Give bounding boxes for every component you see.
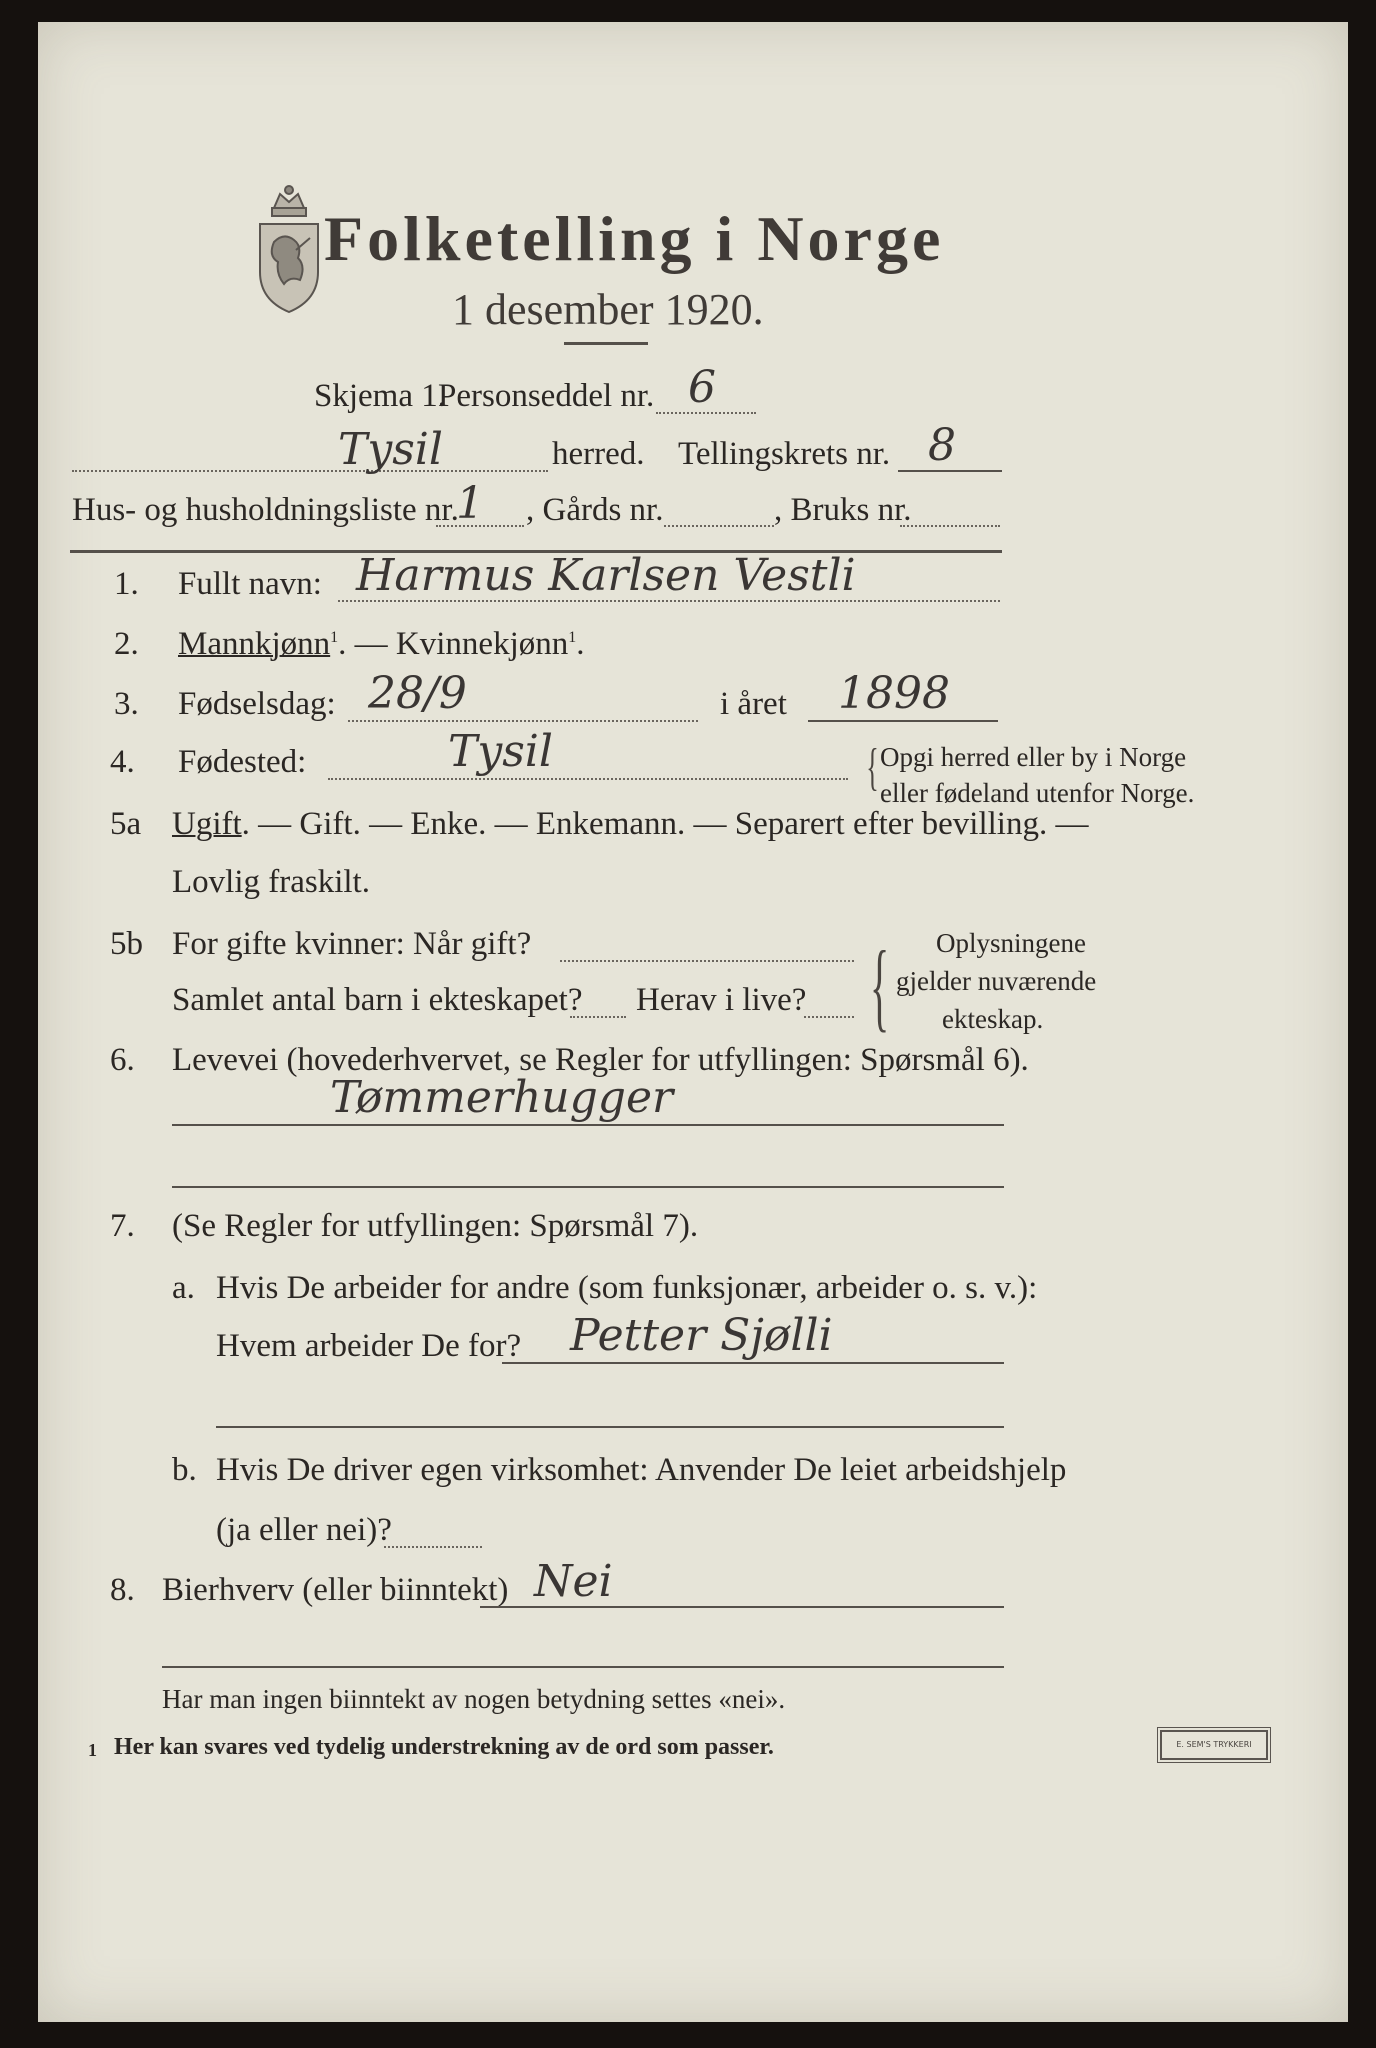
q4-note-line2: eller fødeland utenfor Norge. — [880, 778, 1195, 808]
q3-label: Fødselsdag: — [178, 686, 336, 722]
q4-brace: { — [866, 739, 879, 796]
q7a-line2: Hvem arbeider De for? — [216, 1328, 522, 1364]
q5b-alive-line — [804, 1016, 854, 1018]
q7b-line2: (ja eller nei)? — [216, 1512, 392, 1548]
form-title: Folketelling i Norge — [324, 203, 945, 274]
q5b-brace: { — [870, 930, 890, 1041]
q6-number: 6. — [110, 1042, 135, 1078]
q5b-number: 5b — [110, 926, 143, 962]
q8-value: Nei — [534, 1556, 613, 1607]
q2-number: 2. — [114, 626, 139, 662]
form-date: 1 desember 1920. — [452, 285, 764, 334]
q4-label: Fødested: — [178, 744, 307, 780]
q7b-letter: b. — [172, 1452, 197, 1488]
q3-number: 3. — [114, 686, 139, 722]
q8-number: 8. — [110, 1572, 135, 1608]
q4-value: Tysil — [448, 726, 553, 777]
q8-extra-line — [162, 1666, 1004, 1668]
q4-number: 4. — [110, 744, 135, 780]
q7a-line1: Hvis De arbeider for andre (som funksjonær, arbeider o. s. v.): — [216, 1270, 1038, 1306]
q3-day-value: 28/9 — [368, 668, 467, 719]
printer-stamp-text: E. SEM'S TRYKKERI — [1176, 1740, 1252, 1749]
herred-label: herred. — [552, 436, 645, 472]
q2-female-sup: 1 — [568, 629, 577, 646]
q4-line — [328, 778, 848, 780]
q7a-answer-line — [502, 1362, 1004, 1364]
q5a-line2: Lovlig fraskilt. — [172, 864, 370, 900]
bruks-line — [900, 525, 1000, 527]
q5b-children-label: Samlet antal barn i ekteskapet? — [172, 982, 583, 1018]
q5a-ugift-option: Ugift — [172, 806, 242, 842]
q1-number: 1. — [114, 566, 139, 602]
printer-stamp — [1160, 1730, 1268, 1760]
norway-coat-of-arms-icon — [254, 180, 324, 315]
q7a-letter: a. — [172, 1270, 195, 1306]
husliste-value: 1 — [456, 478, 484, 529]
q3-year-label: i året — [720, 686, 787, 722]
tellingskrets-label: Tellingskrets nr. — [678, 436, 891, 472]
q7b-answer-line — [384, 1546, 482, 1548]
q5a-other-options: . — Gift. — Enke. — Enkemann. — Separert efter bevilling. — — [241, 806, 1089, 842]
bruks-label: , Bruks nr. — [774, 492, 912, 528]
personseddel-value: 6 — [688, 362, 716, 413]
q5b-note1: Oplysningene — [936, 928, 1086, 958]
schema-label: Skjema 1. — [314, 378, 446, 414]
q5b-note2: gjelder nuværende — [896, 966, 1097, 996]
q5a-number: 5a — [110, 806, 142, 842]
q5b-children-line — [570, 1016, 626, 1018]
q1-label: Fullt navn: — [178, 566, 322, 602]
q6-value: Tømmerhugger — [330, 1072, 674, 1123]
q8-label: Bierhverv (eller biinntekt) — [162, 1572, 509, 1608]
q3-year-value: 1898 — [838, 668, 950, 719]
gards-label: , Gårds nr. — [526, 492, 664, 528]
q6-line2 — [172, 1186, 1004, 1188]
q5b-alive-label: Herav i live? — [636, 982, 807, 1018]
q2-male-option: Mannkjønn — [178, 626, 331, 662]
footnote-text: Her kan svares ved tydelig understrekning av de ord som passer. — [114, 1734, 774, 1760]
q5b-note3: ekteskap. — [942, 1004, 1044, 1034]
q2-options — [178, 626, 585, 663]
q6-line1 — [172, 1124, 1004, 1126]
q7a-extra-line — [216, 1426, 1004, 1428]
q2-female-option: Kvinnekjønn — [395, 626, 569, 662]
title-rule — [564, 342, 648, 345]
q2-separator: . — — [338, 626, 396, 662]
q2-male-sup: 1 — [330, 629, 339, 646]
q7-label: (Se Regler for utfyllingen: Spørsmål 7). — [172, 1208, 699, 1244]
q1-value: Harmus Karlsen Vestli — [356, 550, 856, 601]
husliste-label: Hus- og husholdningsliste nr. — [72, 492, 459, 528]
personseddel-label: Personseddel nr. — [438, 378, 655, 414]
q4-note-line1: Opgi herred eller by i Norge — [880, 742, 1187, 772]
q7b-line1: Hvis De driver egen virksomhet: Anvender De leiet arbeidshjelp — [216, 1452, 1067, 1488]
gards-line — [664, 525, 774, 527]
q7a-value: Petter Sjølli — [570, 1310, 833, 1361]
herred-value: Tysil — [338, 424, 443, 475]
footnote-mark: 1 — [88, 1740, 97, 1760]
q3-year-line — [808, 720, 998, 722]
q2-end: . — [576, 626, 585, 662]
q5b-when-line — [560, 960, 854, 962]
q5b-line1: For gifte kvinner: Når gift? — [172, 926, 532, 962]
herred-line — [72, 470, 548, 472]
q7-number: 7. — [110, 1208, 135, 1244]
q3-day-line — [348, 720, 698, 722]
q6-label: Levevei (hovederhvervet, se Regler for utfyllingen: Spørsmål 6). — [172, 1042, 1029, 1078]
footer-note: Har man ingen biinntekt av nogen betydning settes «nei». — [162, 1684, 786, 1714]
tellingskrets-value: 8 — [928, 420, 956, 471]
q5a-options — [172, 806, 1088, 843]
census-form — [38, 22, 1348, 2022]
